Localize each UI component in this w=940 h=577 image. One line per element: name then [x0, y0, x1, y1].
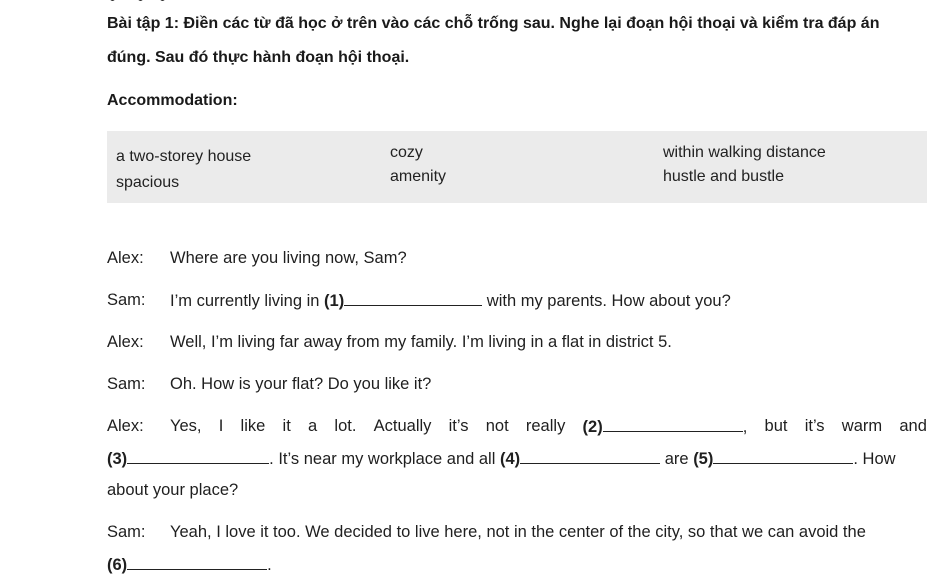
- word: not: [485, 417, 509, 435]
- blank-4[interactable]: [520, 449, 660, 464]
- word: Actually: [373, 417, 432, 435]
- word: lot.: [334, 417, 357, 435]
- blank-5[interactable]: [713, 449, 853, 464]
- vocab-word: a two-storey house: [116, 148, 252, 165]
- word: it’s: [804, 417, 825, 435]
- word: like: [240, 417, 266, 435]
- vocabulary-box: [107, 131, 927, 203]
- dialogue-line: about your place?: [107, 481, 239, 499]
- text-segment: .: [267, 556, 272, 574]
- blank-number-2: (2): [582, 418, 603, 436]
- word: ,: [742, 418, 748, 436]
- text-segment: . How: [853, 450, 896, 468]
- speaker-label: Sam:: [107, 291, 146, 309]
- blank-2[interactable]: [603, 417, 743, 432]
- instruction-line-1: Bài tập 1: Điền các từ đã học ở trên vào các chỗ trống sau. Nghe lại đoạn hội thoại và kiểm tra đáp án: [107, 15, 880, 32]
- blank-number-1: (1): [324, 292, 345, 310]
- word: a: [308, 417, 318, 435]
- vocab-word: cozy: [390, 144, 423, 161]
- text-segment: are: [660, 450, 694, 468]
- word: but: [764, 417, 788, 435]
- speaker-label: Alex:: [107, 249, 144, 267]
- blank-6[interactable]: [127, 555, 267, 570]
- text-segment: . It’s near my workplace and all: [269, 450, 500, 468]
- speaker-label: Sam:: [107, 523, 146, 541]
- word: I: [218, 417, 224, 435]
- speaker-label: Alex:: [107, 333, 144, 351]
- word: Yes,: [170, 417, 202, 435]
- dialogue-line: Where are you living now, Sam?: [170, 249, 407, 267]
- word: warm: [841, 417, 883, 435]
- vocab-word: spacious: [116, 174, 180, 191]
- dialogue-line-justified: [170, 417, 927, 437]
- dialogue-line: Well, I’m living far away from my family. I’m living in a flat in district 5.: [170, 333, 672, 351]
- word: and: [899, 417, 927, 435]
- dialogue-line: Yeah, I love it too. We decided to live here, not in the center of the city, so that we can avoid the: [170, 523, 866, 541]
- blank-number-4: (4): [499, 450, 521, 468]
- blank-group-2: [583, 417, 748, 437]
- blank-1[interactable]: [344, 291, 482, 306]
- vocab-word: hustle and bustle: [663, 168, 784, 185]
- blank-number-5: (5): [693, 450, 714, 468]
- speaker-label: Sam:: [107, 375, 146, 393]
- word: it’s: [448, 417, 469, 435]
- dialogue-line: Oh. How is your flat? Do you like it?: [170, 375, 432, 393]
- blank-number-6: (6): [107, 556, 128, 574]
- dialogue-line: [107, 449, 896, 469]
- text-segment: I’m currently living in: [170, 292, 325, 310]
- vocab-word: within walking distance: [663, 144, 826, 161]
- blank-number-3: (3): [107, 450, 128, 468]
- vocab-word: amenity: [390, 168, 447, 185]
- word: really: [525, 417, 566, 435]
- instruction-line-2: đúng. Sau đó thực hành đoạn hội thoại.: [107, 49, 410, 66]
- section-title: Accommodation:: [107, 92, 238, 109]
- decorative-dots: [110, 0, 170, 4]
- dialogue-line: [107, 555, 272, 575]
- word: it: [282, 417, 291, 435]
- speaker-label: Alex:: [107, 417, 144, 435]
- text-segment: with my parents. How about you?: [482, 292, 731, 310]
- blank-3[interactable]: [127, 449, 269, 464]
- dialogue-line: [170, 291, 731, 311]
